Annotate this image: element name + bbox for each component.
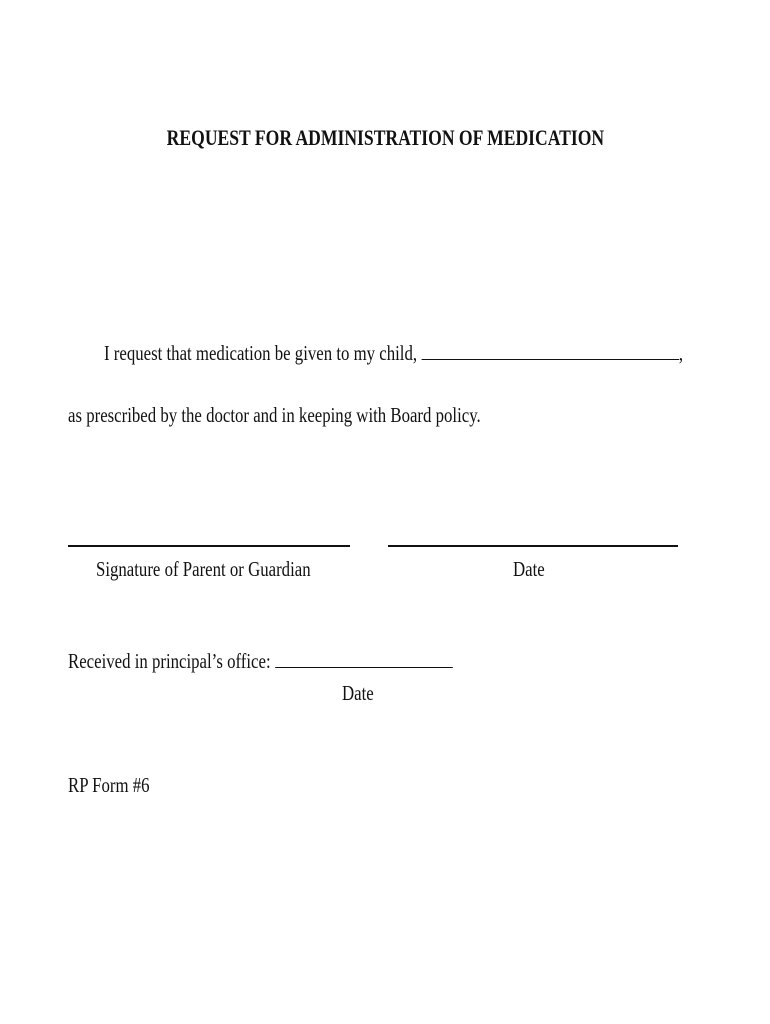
received-date-label-text: Date	[342, 681, 374, 705]
request-line	[104, 340, 770, 366]
form-title-text: REQUEST FOR ADMINISTRATION OF MEDICATION	[166, 125, 604, 150]
request-text: I request that medication be given to my child,	[104, 341, 418, 365]
prescribed-line	[68, 402, 584, 428]
received-line	[68, 648, 549, 674]
signature-field[interactable]	[68, 545, 350, 547]
form-title	[0, 124, 770, 152]
prescribed-text: as prescribed by the doctor and in keeping with Board policy.	[68, 403, 481, 427]
received-label: Received in principal’s office:	[68, 649, 271, 673]
form-id-text: RP Form #6	[68, 773, 150, 797]
signature-label	[96, 556, 364, 582]
request-trailing-comma: ,	[678, 341, 684, 365]
signature-date-label	[513, 556, 553, 582]
received-date-label	[342, 680, 382, 706]
received-date-field[interactable]	[275, 649, 453, 668]
signature-label-text: Signature of Parent or Guardian	[96, 557, 311, 581]
signature-date-label-text: Date	[513, 557, 545, 581]
child-name-field[interactable]	[421, 341, 679, 360]
form-id	[68, 772, 170, 798]
signature-date-field[interactable]	[388, 545, 678, 547]
